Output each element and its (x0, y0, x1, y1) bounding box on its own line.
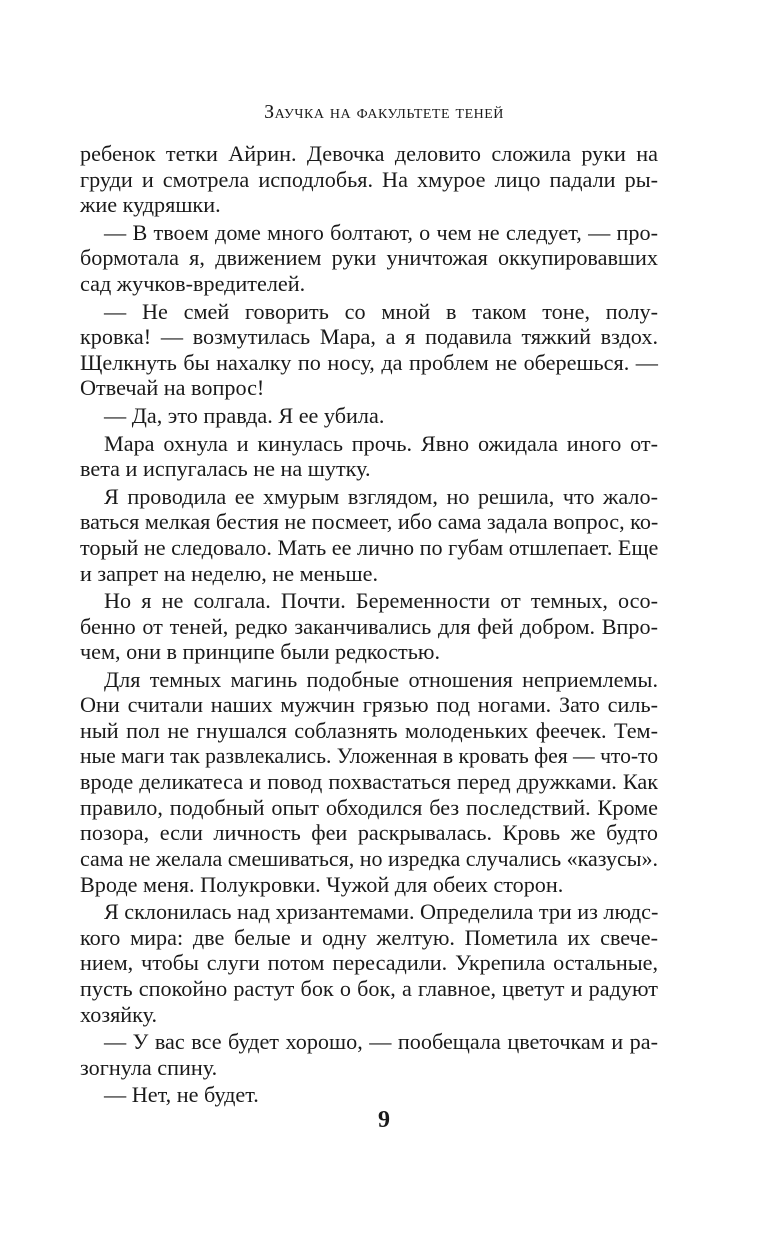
text-line: Я склонилась над хризантемами. Определила три из людс- (104, 899, 659, 925)
text-line: пусть спокойно растут бок о бок, а главное, цветут и радуют (80, 976, 658, 1001)
text-line: Для темных магинь подобные отношения неприемлемы. (104, 666, 658, 692)
paragraph (80, 299, 658, 401)
text-line: Вроде меня. Полукровки. Чужой для обеих сторон. (80, 871, 564, 897)
text-line: — У вас все будет хорошо, — пообещала цветочкам и ра- (104, 1029, 658, 1055)
text-line: торый не следовало. Мать ее лично по губам отшлепает. Еще (80, 534, 659, 560)
paragraph (80, 667, 658, 897)
text-line: — Да, это правда. Я ее убила. (104, 402, 385, 428)
text-line: нием, чтобы слуги потом пересадили. Укрепила остальные, (80, 950, 658, 976)
text-line: чем, они в принципе были редкостью. (80, 639, 440, 665)
text-line: правило, подобный опыт обходился без последствий. Кроме (80, 794, 658, 820)
paragraph (80, 403, 658, 429)
running-head: Заучка на факультете теней (264, 101, 504, 123)
text-line: ваться мелкая бестия не посмеет, ибо сама задала вопрос, ко- (80, 509, 659, 535)
text-line: позора, если личность феи раскрывалась. Кровь же будто (80, 820, 658, 846)
text-line: вроде деликатеса и повод похвастаться перед дружками. Как (80, 769, 658, 795)
text-line: груди и смотрела исподлобья. На хмурое лицо падали ры- (80, 166, 658, 192)
text-line: сама не желала смешиваться, но изредка случались «казусы». (80, 846, 658, 872)
text-line: Но я не солгала. Почти. Беременности от темных, осо- (104, 588, 658, 614)
text-line: кровка! — возмутилась Мара, а я подавила тяжкий вздох. (80, 324, 658, 350)
paragraph (80, 141, 658, 218)
paragraph (80, 1029, 658, 1080)
paragraph (80, 484, 658, 586)
text-line: бенно от теней, редко заканчивались для фей добром. Впро- (80, 613, 658, 639)
paragraph (80, 431, 658, 482)
text-line: хозяйку. (80, 1001, 158, 1027)
text-line: жие кудряшки. (80, 192, 221, 218)
text-line: зогнула спину. (80, 1054, 218, 1080)
text-line: — Нет, не будет. (104, 1082, 259, 1108)
text-line: ные маги так развлекались. Уложенная в кровать фея — что-то (80, 743, 658, 768)
paragraph (80, 588, 658, 665)
body-text (80, 141, 658, 1110)
text-line: Я проводила ее хмурым взглядом, но решила, что жало- (104, 483, 658, 509)
text-line: — Не смей говорить со мной в таком тоне, полу- (104, 298, 658, 324)
page-number: 9 (378, 1107, 390, 1133)
text-line: — В твоем доме много болтают, о чем не следует, — про- (104, 219, 658, 245)
text-line: кого мира: две белые и одну желтую. Пометила их свече- (80, 924, 658, 950)
text-line: Отвечай на вопрос! (80, 375, 265, 401)
text-line: и запрет на неделю, не меньше. (80, 560, 379, 586)
paragraph (80, 899, 658, 1027)
text-line: бормотала я, движением руки уничтожая оккупировавших (80, 245, 658, 271)
text-line: Они считали наших мужчин грязью под ногами. Зато силь- (80, 692, 658, 718)
text-line: ный пол не гнушался соблазнять молоденьких феечек. Тем- (80, 718, 658, 744)
paragraph (80, 1082, 658, 1108)
text-line: сад жучков-вредителей. (80, 270, 306, 296)
text-line: Щелкнуть бы нахалку по носу, да проблем не оберешься. — (80, 349, 658, 375)
text-line: ребенок тетки Айрин. Девочка деловито сложила руки на (80, 141, 658, 166)
text-line: вета и испугалась не на шутку. (80, 456, 371, 482)
paragraph (80, 220, 658, 297)
text-line: Мара охнула и кинулась прочь. Явно ожидала иного от- (104, 430, 658, 456)
